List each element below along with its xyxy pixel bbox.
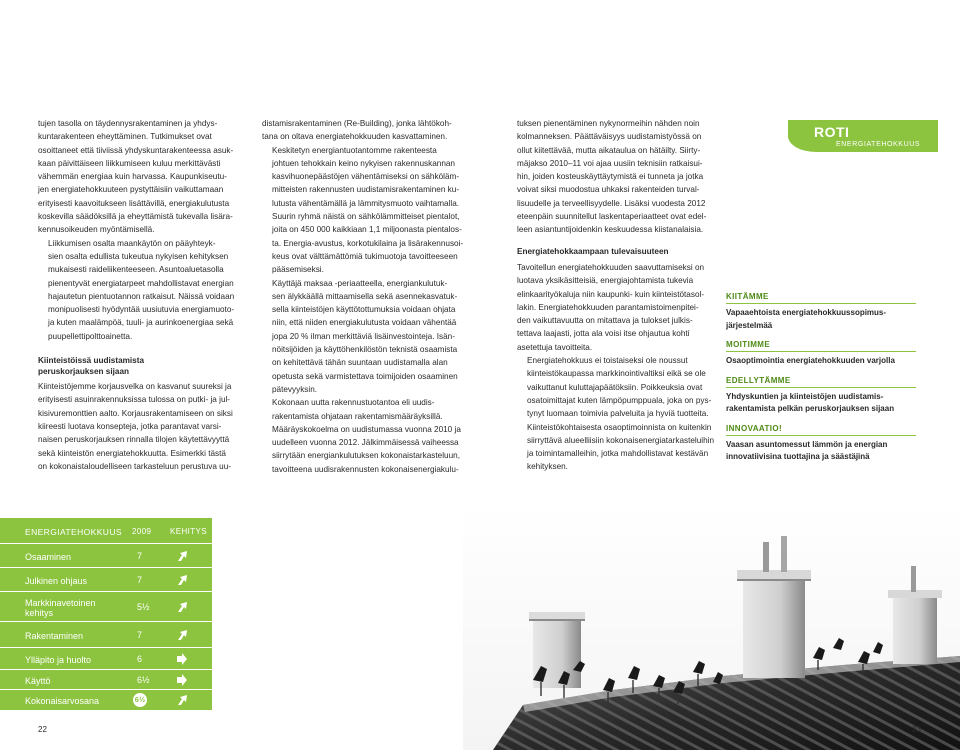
text-line: pienentyvät energiatarpeet mahdollistavat energian — [48, 278, 234, 288]
text-line: asetettuja tavoitteita. — [517, 342, 593, 352]
text-line: pätevyyksin. — [272, 384, 318, 394]
arrow-up-right-icon — [176, 601, 188, 613]
text-line: tettava laajasti, jotta ala voisi itse ohjautua kohti — [517, 329, 690, 339]
page-number-right: 23 — [912, 725, 921, 734]
text-line: mukaisesti raideliikenteeseen. Asuntoaluetasolla — [48, 265, 224, 275]
text-line: kasvihuonepäästöjen vähentämiseksi on sähköläm- — [272, 172, 460, 182]
text-line: kehityksen. — [527, 462, 568, 472]
text-line: Kiinteistöjemme korjausvelka on kasvanut suureksi ja — [38, 382, 232, 392]
text-line: tana on oltava energiatehokkuuden kasvattaminen. — [262, 132, 448, 142]
section-heading: Kiinteistöissä uudistamista peruskorjauksen sijaan — [38, 356, 145, 377]
text-line: on kehitettävä tähän suuntaan uudistamalla alan — [272, 358, 448, 368]
assessment-heading: KIITÄMME — [726, 292, 916, 304]
text-line: keus ovat välttämättömiä tukimuotoja tavoitteeseen — [272, 251, 458, 261]
text-line: tuksen pienentäminen nykynormeihin nähden noin — [517, 119, 700, 128]
text-line: siirryttävä alueelliisiin kokonaisenergiatarkasteluihin — [527, 435, 715, 445]
arrow-up-right-icon — [176, 574, 188, 586]
text-line: naisen peruskorjauksen rinnalla tilojen käytettävyyttä — [38, 435, 230, 445]
assessment-heading: MOITIMME — [726, 340, 916, 352]
text-column-1 — [38, 117, 248, 473]
text-line: puupellettipolttoainetta. — [48, 331, 133, 341]
table-row — [0, 592, 212, 622]
text-line: tujen tasolla on täydennysrakentaminen ja yhdys- — [38, 119, 218, 128]
assessment-text — [726, 355, 916, 368]
text-line: Kiinteistökohtaisesta osaoptimoinnista on kuitenkin — [527, 422, 712, 432]
assessment-text — [726, 439, 916, 464]
paragraph — [517, 354, 715, 474]
text-line: Rakentaminen — [25, 630, 84, 641]
text-line: on kokonaistaloudelliseen tarkasteluun perustuva uu- — [38, 461, 231, 471]
text-line: kehitys — [25, 608, 54, 618]
text-line: leen asiantuntijoidenkin keskuudessa kiistanalaisia. — [517, 225, 704, 235]
text-line: kennusoikeuden myöntämisellä. — [38, 225, 155, 235]
text-line: Määräyskokoelma on uudistumassa vuonna 2010 ja — [272, 424, 461, 434]
text-line: eteenpäin suunnitellut laskentaperiaatteet ovat edel- — [517, 212, 707, 222]
row-label — [25, 552, 71, 563]
text-line: Osaoptimointia energiatehokkuuden varjolla — [726, 356, 895, 365]
paragraph — [38, 237, 248, 343]
row-label — [25, 576, 87, 587]
table-row — [0, 568, 212, 592]
text-line: monipuolisesti hyödyntää uusiutuvia energiamuoto- — [48, 305, 235, 315]
text-line: sekä kiinteistön energiatehokkuutta. Esimerkki tästä — [38, 448, 226, 458]
text-line: osoittaneet että tiiviissä yhdyskuntarakenteessa asuk- — [38, 145, 234, 155]
text-line: Kokonaisarvosana — [25, 695, 100, 706]
paragraph — [262, 117, 474, 144]
text-line: kuntarakenteen eheyttäminen. Tutkimukset ovat — [38, 132, 212, 142]
paragraph — [262, 396, 474, 476]
text-line: lakin. Energiatehokkuuden parantamistoimenpitei- — [517, 302, 699, 312]
text-line: johtuen tehokkain keino nykyisen rakennuskannan — [272, 158, 455, 168]
text-line: Keskitetyn energiantuotantomme rakenteesta — [272, 145, 437, 155]
text-line: koskevilla säädöksillä ja eheyttämistä tukevalla lisära- — [38, 212, 233, 222]
text-line: kiireesti luotava konsepteja, jotka parantavat varsi- — [38, 421, 222, 431]
text-line: kolmanneksen. Päättäväisyys uudistamistyössä on — [517, 132, 702, 142]
row-score: 6 — [137, 654, 143, 664]
arrow-up-right-icon — [176, 694, 188, 706]
text-line: Julkinen ohjaus — [25, 575, 88, 586]
assessment-item — [726, 340, 916, 368]
assessment-item — [726, 424, 916, 464]
text-line: Ylläpito ja huolto — [25, 654, 92, 665]
paragraph — [38, 117, 248, 237]
text-line: joita on 450 000 kaikkiaan 1,1 miljoonasta pientalos- — [272, 225, 462, 235]
text-line: tavoitteena uudisrakennusten kokonaisenergiakulu- — [272, 464, 459, 474]
text-line: mitteisten rakennusten uudistamisrakentaminen ku- — [272, 185, 460, 195]
text-line: kaan päivittäiseen liikkumiseen kuluu merkittävästi — [38, 158, 221, 168]
text-line: lutusta vähentämällä ja lämmitysmuoto vaihtamalla. — [272, 198, 460, 208]
text-line: pääsemiseksi. — [272, 265, 324, 275]
text-line: Käyttäjä maksaa -periaatteella, energiankulutuk- — [272, 278, 448, 288]
text-line: nöitsijöiden ja käyttöhenkilöstön teknistä osaamista — [272, 345, 458, 355]
text-line: kisivuremonttien aalto. Korjausrakentamiseen on siksi — [38, 408, 233, 418]
text-line: rakentamista ohjataan rakentamismääräyksillä. — [272, 411, 443, 421]
header-trend: KEHITYS — [170, 527, 208, 536]
text-line: elinkaarityökaluja niin kaupunki- kuin kiinteistötasol- — [517, 289, 705, 299]
row-label — [25, 655, 91, 666]
text-line: innovatiivisina tuottajina ja säästäjinä — [726, 452, 870, 461]
text-line: järjestelmää — [726, 320, 773, 330]
text-line: hin, joiden kosteuskäyttäytymistä ei tunneta ja jotka — [517, 172, 704, 182]
row-score: 5½ — [137, 602, 150, 612]
header-topic: ENERGIATEHOKKUUS — [25, 527, 122, 537]
assessment-heading: EDELLYTÄMME — [726, 376, 916, 388]
roti-logo — [788, 120, 938, 152]
text-line: sien osalta edullista tukeutua nykyisen kehityksen — [48, 251, 229, 261]
text-line: hajautetun pientuotannon ratkaisut. Näissä voidaan — [48, 291, 235, 301]
logo-wordmark: ROTI — [814, 124, 850, 140]
arrow-up-right-icon — [176, 550, 188, 562]
text-line: Liikkumisen osalta maankäytön on pääyhteyk- — [48, 238, 216, 248]
text-line: ja kuten maalämpöä, tuuli- ja aurinkoenergiaa sekä — [48, 318, 234, 328]
table-row — [0, 622, 212, 648]
chimneys-photo — [463, 500, 960, 750]
section-heading: Energiatehokkaampaan tulevaisuuteen — [517, 246, 669, 256]
text-line: Energiatehokkuus ei toistaiseksi ole noussut — [527, 356, 688, 366]
text-line: kiinteistökaupassa markkinointivaltiksi eikä se ole — [527, 369, 706, 379]
header-year: 2009 — [132, 527, 152, 536]
text-line: Suurin ryhmä näistä on sähkölämmitteiset pientalot, — [272, 212, 460, 222]
table-row — [0, 690, 212, 710]
text-line: osatoimittajat kuten lämpöpumppuala, joka on pys- — [527, 395, 712, 405]
text-line: ollut kiitettävää, mutta aikataulua on hätäilty. Siirty- — [517, 145, 701, 155]
text-line: Osaaminen — [25, 551, 72, 562]
arrow-right-icon — [176, 653, 188, 665]
logo-subtitle: ENERGIATEHOKKUUS — [836, 141, 921, 148]
table-row — [0, 544, 212, 568]
text-line: ta. Energia-avustus, korkotukilaina ja lisärakennusoi- — [272, 238, 464, 248]
text-line: uudelleen vuonna 2012. Jälkimmäisessä vaiheessa — [272, 438, 459, 448]
assessment-item — [726, 292, 916, 332]
text-line: sen älykkäällä mittaamisella sekä asennekasvatuk- — [272, 291, 458, 301]
assessment-item — [726, 376, 916, 416]
text-line: opetusta sekä varmistettava toimijoiden osaaminen — [272, 371, 458, 381]
paragraph — [517, 261, 715, 354]
table-row — [0, 670, 212, 690]
row-label — [25, 598, 96, 619]
text-line: Markkinavetoinen — [25, 597, 96, 608]
text-line: erityisesti asuinrakennuksissa tulossa on putki- ja jul- — [38, 395, 231, 405]
row-score: 6½ — [133, 693, 147, 707]
row-label — [25, 676, 51, 687]
paragraph — [38, 380, 248, 473]
rating-table — [0, 518, 212, 710]
text-line: den vaikuttavuutta on mitattava ja tulokset julkis- — [517, 316, 693, 326]
row-label — [25, 631, 83, 642]
text-line: Vaasan asuntomessut lämmön ja energian — [726, 439, 888, 449]
text-line: Käyttö — [25, 675, 51, 686]
text-line: jopa 20 % ilman merkittäviä lisäinvestointeja. Isän- — [272, 331, 455, 341]
text-line: Kokonaan uutta rakennustuotantoa eli uudis- — [272, 398, 435, 408]
row-score: 6½ — [137, 675, 150, 685]
text-line: Vapaaehtoista energiatehokkuussopimus- — [726, 308, 887, 317]
paragraph — [262, 277, 474, 397]
text-column-3 — [517, 117, 715, 474]
text-line: ja toimintamalleihin, jotka mahdollistavat kestävän — [527, 449, 709, 459]
paragraph — [517, 117, 715, 237]
text-line: vähemmän energiaa kuin harvassa. Kaupunkiseutu- — [38, 172, 227, 182]
table-row — [0, 648, 212, 670]
row-score: 7 — [137, 551, 143, 561]
text-line: sella kiinteistöjen käyttötottumuksia voidaan ohjata — [272, 305, 456, 315]
text-line: Tavoitellun energiatehokkuuden saavuttamiseksi on — [517, 262, 705, 272]
text-line: niin, että niiden energiakulutusta voidaan vähentää — [272, 318, 457, 328]
assessment-text — [726, 307, 916, 332]
text-line: rakentamista pelkän peruskorjauksen sijaan — [726, 404, 895, 413]
text-line: lisuudelle ja terveellisyydelle. Lisäksi vuodesta 2012 — [517, 198, 706, 208]
text-line: tynyt luomaan toimivia palveluita ja hyviä tuotteita. — [527, 409, 709, 419]
row-score: 7 — [137, 575, 143, 585]
text-line: distamisrakentaminen (Re-Building), jonka lähtökoh- — [262, 119, 452, 128]
page-number-left: 22 — [38, 725, 47, 734]
text-line: voivat siksi muodostua uhkaksi rakenteiden turval- — [517, 185, 700, 195]
assessment-heading: INNOVAATIO! — [726, 424, 916, 436]
text-line: erityisesti kaavoitukseen lisättävillä, energiakulutusta — [38, 198, 230, 208]
text-line: mäjakso 2010–11 voi ajaa uusiin teknisiin ratkaisui- — [517, 158, 703, 168]
text-column-2 — [262, 117, 474, 476]
paragraph — [262, 144, 474, 277]
text-line: jen energiatehokkuuteen pystyttäisiin vaikuttamaan — [38, 185, 224, 195]
row-score: 7 — [137, 630, 143, 640]
assessment-text — [726, 391, 916, 416]
text-line: luotava yksikäsitteisiä, energiajohtamista tukevia — [517, 276, 694, 286]
text-line: Yhdyskuntien ja kiinteistöjen uudistamis- — [726, 391, 884, 401]
row-label — [25, 696, 99, 707]
arrow-right-icon — [176, 674, 188, 686]
table-header — [0, 518, 212, 544]
text-line: vaikuttanut kuluttajapäätöksiin. Poikkeuksia ovat — [527, 382, 703, 392]
arrow-up-right-icon — [176, 629, 188, 641]
text-line: siirrytään energiankulutuksen kokonaistarkasteluun, — [272, 451, 460, 461]
assessment-sidebar — [726, 292, 916, 472]
